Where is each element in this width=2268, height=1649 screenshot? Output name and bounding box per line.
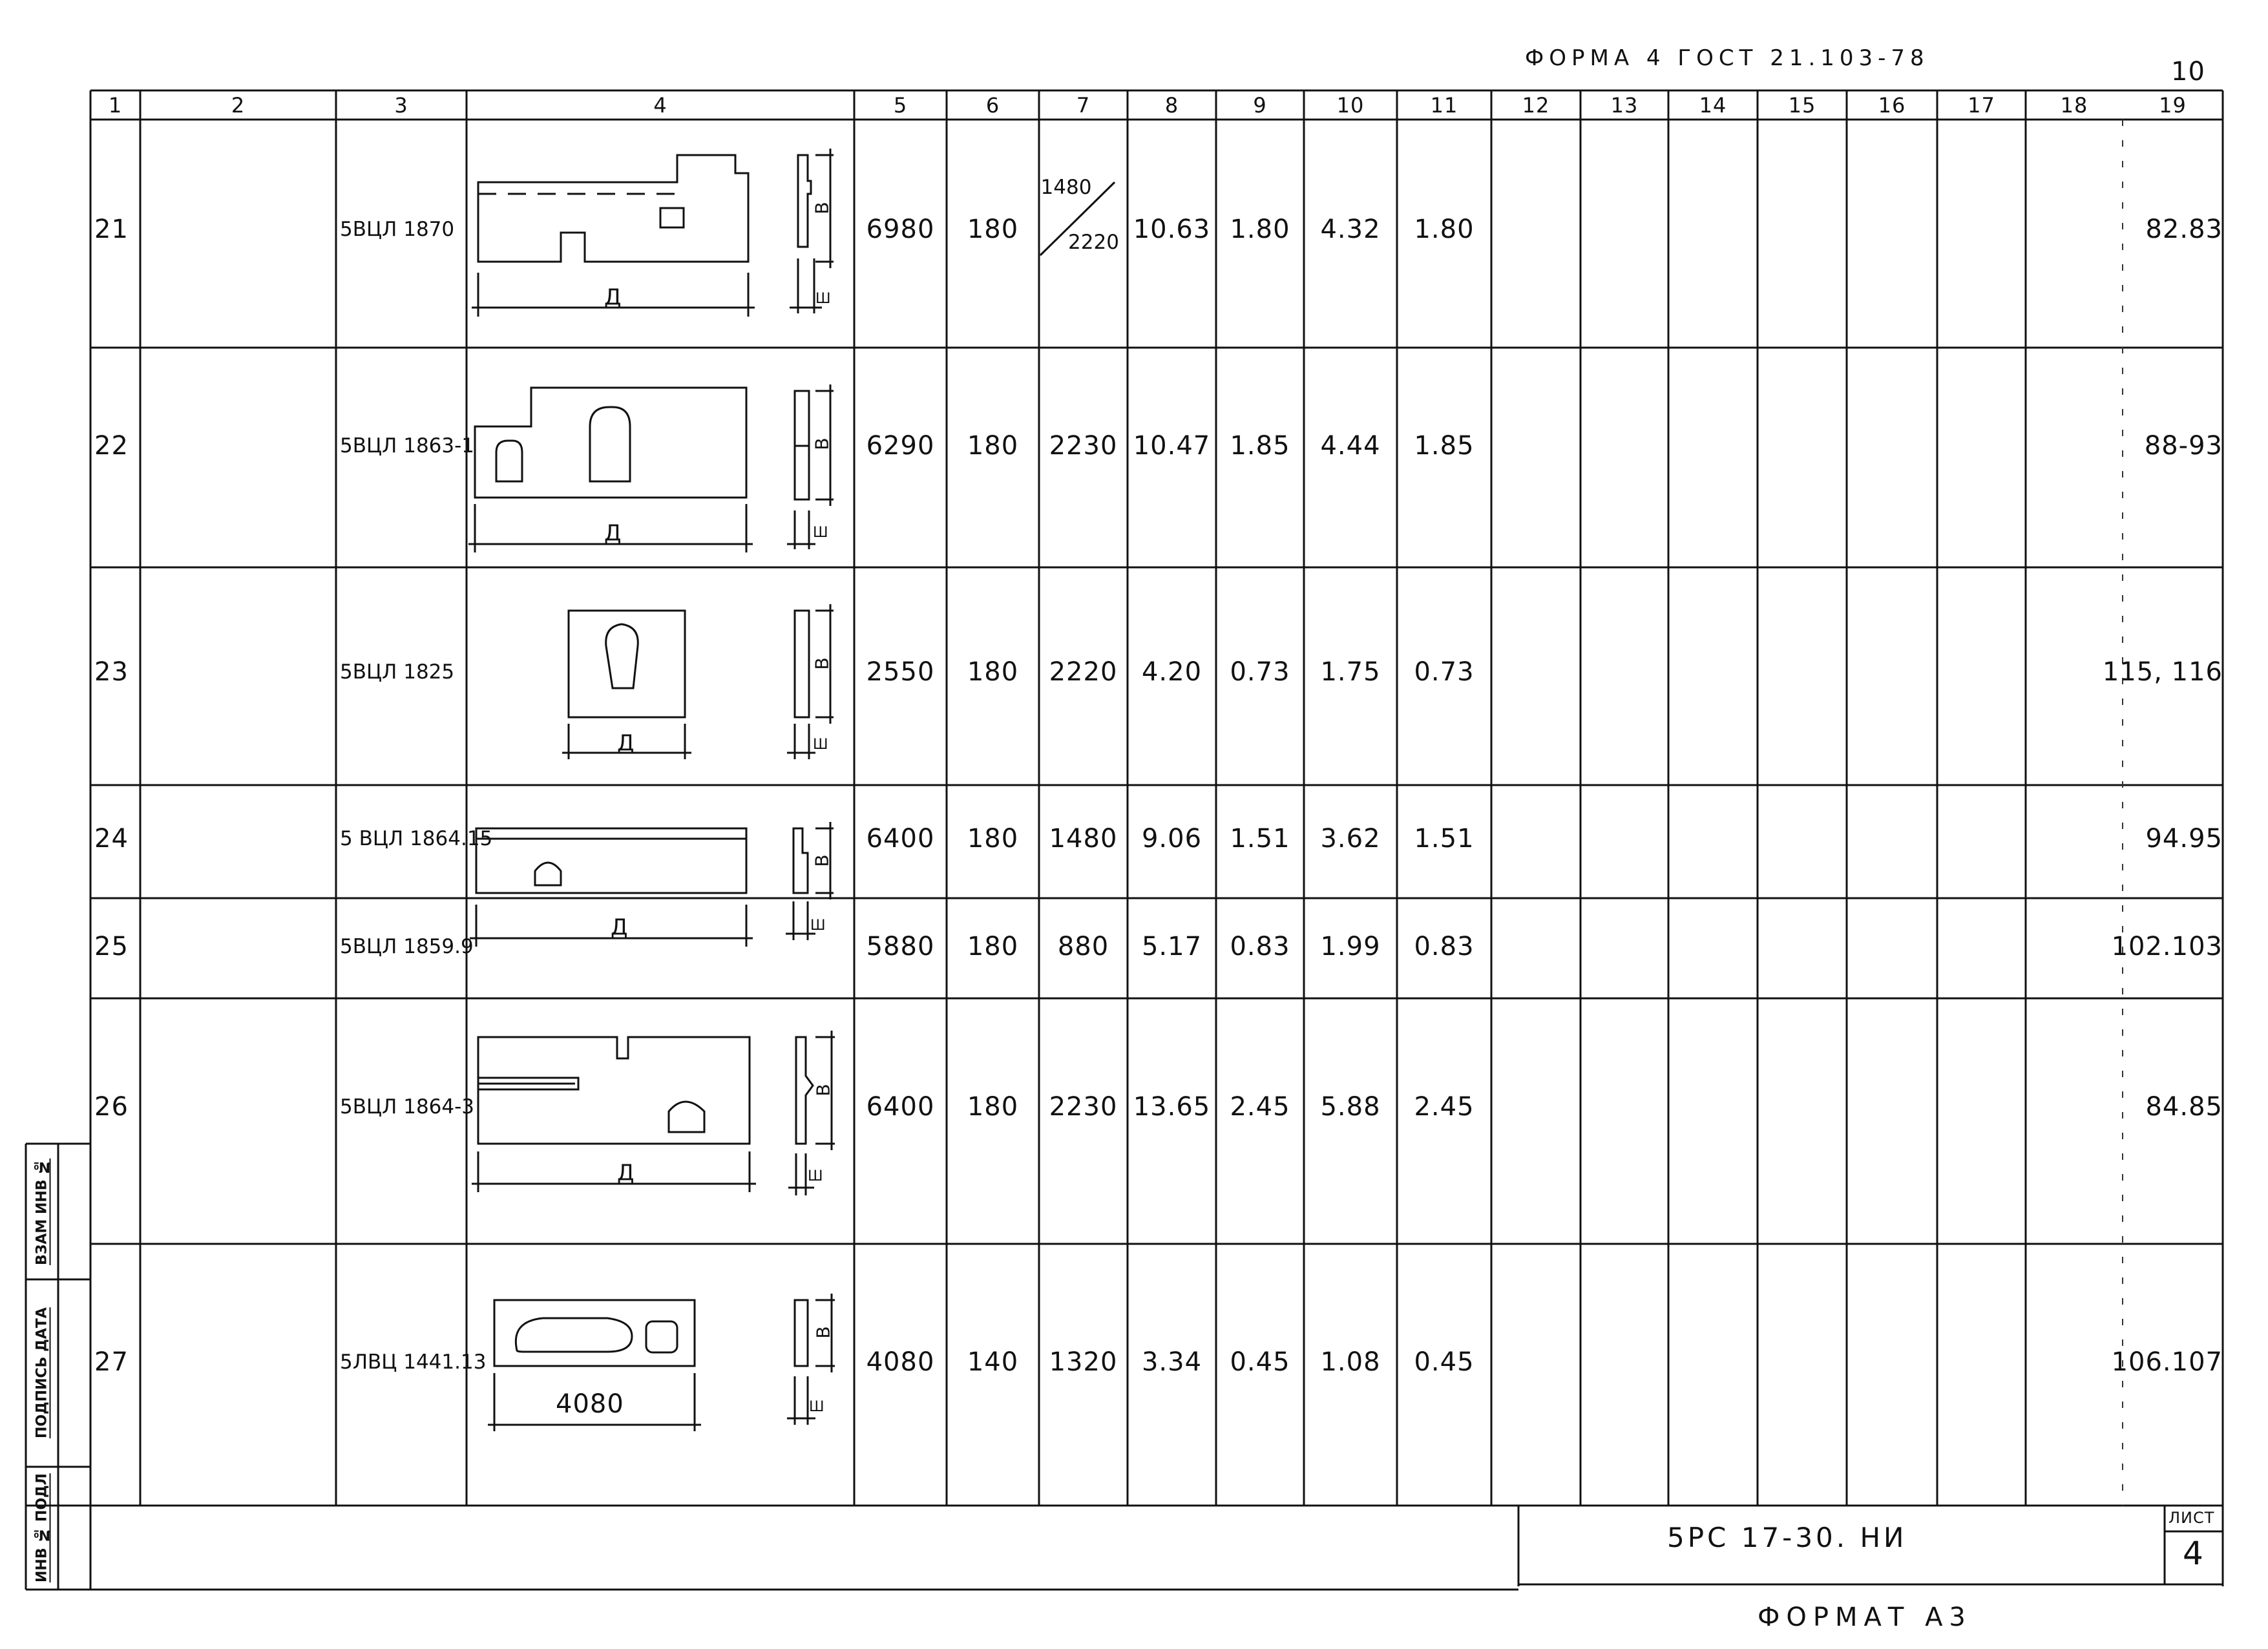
column-header-4: 4 <box>653 92 667 118</box>
col9-value: 1.85 <box>1230 431 1290 461</box>
column-header-16: 16 <box>1878 92 1906 118</box>
col7-top-value: 1480 <box>1040 176 1092 199</box>
col19-value: 88-93 <box>2144 431 2223 461</box>
col6-value: 180 <box>967 215 1019 244</box>
col11-value: 0.83 <box>1414 932 1475 961</box>
col6-value: 180 <box>967 823 1019 854</box>
col11-value: 0.73 <box>1414 657 1475 687</box>
element-code: 5ВЦЛ 1870 <box>340 218 455 241</box>
row-number: 21 <box>94 215 129 244</box>
col7-value: 1320 <box>1049 1347 1118 1377</box>
col11-value: 0.45 <box>1414 1347 1475 1377</box>
col9-value: 0.45 <box>1230 1347 1290 1377</box>
col8-value: 4.20 <box>1141 657 1202 687</box>
col6-value: 180 <box>967 657 1019 687</box>
height-label: В <box>811 854 833 867</box>
col11-value: 1.85 <box>1414 431 1475 461</box>
col10-value: 1.99 <box>1320 932 1381 961</box>
sidebar-podpis-data: ПОДПИСЬ ДАТА <box>34 1307 50 1439</box>
height-label: В <box>812 1325 834 1339</box>
col5-value: 6400 <box>866 823 935 854</box>
col5-value: 5880 <box>866 932 935 961</box>
sheet-top-number: 10 <box>2171 57 2205 87</box>
col8-value: 10.47 <box>1133 431 1211 461</box>
column-header-7: 7 <box>1076 92 1091 118</box>
width-label: Ш <box>809 1399 825 1415</box>
col8-value: 10.63 <box>1133 215 1211 244</box>
element-code: 5ВЦЛ 1864-3 <box>340 1095 475 1119</box>
col6-value: 180 <box>967 1091 1019 1122</box>
col19-value: 106.107 <box>2111 1347 2223 1377</box>
width-label: Ш <box>813 525 829 541</box>
col7-value: 1480 <box>1049 823 1118 854</box>
sidebar-vzam-inv: ВЗАМ ИНВ № <box>34 1158 50 1265</box>
width-label: Ш <box>813 737 829 753</box>
row-number: 25 <box>94 932 129 961</box>
col5-value: 6980 <box>866 215 935 244</box>
col5-value: 6400 <box>866 1091 935 1122</box>
column-header-13: 13 <box>1610 92 1639 118</box>
col7-value: 2220 <box>1049 657 1118 687</box>
row-number: 27 <box>94 1347 129 1377</box>
col10-value: 3.62 <box>1320 823 1381 854</box>
column-header-11: 11 <box>1430 92 1458 118</box>
column-header-15: 15 <box>1788 92 1816 118</box>
width-label: Ш <box>808 1168 824 1184</box>
height-label: В <box>811 201 833 215</box>
col7-value: 2230 <box>1049 1091 1118 1122</box>
col9-value: 0.73 <box>1230 657 1290 687</box>
column-header-9: 9 <box>1253 92 1267 118</box>
length-label: Д <box>604 284 622 310</box>
col11-value: 2.45 <box>1414 1091 1475 1122</box>
height-label: В <box>811 656 833 670</box>
column-header-3: 3 <box>394 92 408 118</box>
height-label: В <box>811 437 833 450</box>
col9-value: 0.83 <box>1230 932 1290 961</box>
element-code: 5 ВЦЛ 1864.15 <box>340 826 493 850</box>
col9-value: 1.80 <box>1230 215 1290 244</box>
col8-value: 13.65 <box>1133 1091 1211 1122</box>
col10-value: 5.88 <box>1320 1091 1381 1122</box>
row-number: 22 <box>94 431 129 461</box>
height-label: В <box>812 1083 834 1097</box>
width-label: Ш <box>810 918 826 934</box>
element-code: 5ВЦЛ 1859.9 <box>340 935 474 958</box>
col11-value: 1.80 <box>1414 215 1475 244</box>
col5-value: 4080 <box>866 1347 935 1377</box>
row-number: 23 <box>94 657 129 687</box>
column-header-18: 18 <box>2060 92 2088 118</box>
col7-bottom-value: 2220 <box>1068 231 1119 254</box>
column-header-14: 14 <box>1699 92 1727 118</box>
column-header-8: 8 <box>1164 92 1179 118</box>
col19-value: 102.103 <box>2111 932 2223 961</box>
column-header-5: 5 <box>893 92 908 118</box>
col6-value: 140 <box>967 1347 1019 1377</box>
row-number: 24 <box>94 823 129 854</box>
column-header-10: 10 <box>1336 92 1365 118</box>
column-header-12: 12 <box>1522 92 1550 118</box>
col11-value: 1.51 <box>1414 823 1475 854</box>
col19-value: 115, 116 <box>2102 657 2223 687</box>
length-label: Д <box>617 730 635 756</box>
col10-value: 1.08 <box>1320 1347 1381 1377</box>
col8-value: 3.34 <box>1141 1347 1202 1377</box>
length-label: Д <box>604 520 622 546</box>
length-label: Д <box>611 914 629 940</box>
sidebar-inv-podl: ИНВ № ПОДЛ <box>34 1473 50 1583</box>
col5-value: 2550 <box>866 657 935 687</box>
stamp-sheet-label: ЛИСТ <box>2168 1509 2215 1527</box>
element-code: 5ЛВЦ 1441.13 <box>340 1350 487 1374</box>
col9-value: 1.51 <box>1230 823 1290 854</box>
row-number: 26 <box>94 1091 129 1122</box>
element-code: 5ВЦЛ 1825 <box>340 660 455 684</box>
dimension-4080: 4080 <box>556 1389 624 1419</box>
element-code: 5ВЦЛ 1863-1 <box>340 434 475 457</box>
col9-value: 2.45 <box>1230 1091 1290 1122</box>
column-header-1: 1 <box>108 92 123 118</box>
col8-value: 9.06 <box>1141 823 1202 854</box>
column-header-6: 6 <box>985 92 1000 118</box>
col19-value: 94.95 <box>2145 823 2223 854</box>
col10-value: 4.44 <box>1320 431 1381 461</box>
length-label: Д <box>617 1160 635 1186</box>
col10-value: 4.32 <box>1320 215 1381 244</box>
column-header-2: 2 <box>231 92 246 118</box>
col19-value: 84.85 <box>2145 1091 2223 1122</box>
stamp-designation: 5РС 17-30. НИ <box>1667 1522 1907 1553</box>
col5-value: 6290 <box>866 431 935 461</box>
col10-value: 1.75 <box>1320 657 1381 687</box>
col6-value: 180 <box>967 932 1019 961</box>
column-header-19: 19 <box>2159 92 2187 118</box>
format-label: ФОРМАТ А3 <box>1758 1602 1972 1632</box>
col7-value: 2230 <box>1049 431 1118 461</box>
col8-value: 5.17 <box>1141 932 1202 961</box>
col19-value: 82.83 <box>2145 215 2223 244</box>
width-label: Ш <box>815 291 832 307</box>
stamp-sheet-number: 4 <box>2183 1535 2204 1572</box>
col7-value: 880 <box>1057 932 1109 961</box>
column-header-17: 17 <box>1968 92 1995 118</box>
form-line: ФОРМА 4 ГОСТ 21.103-78 <box>1525 45 1929 71</box>
col6-value: 180 <box>967 431 1019 461</box>
